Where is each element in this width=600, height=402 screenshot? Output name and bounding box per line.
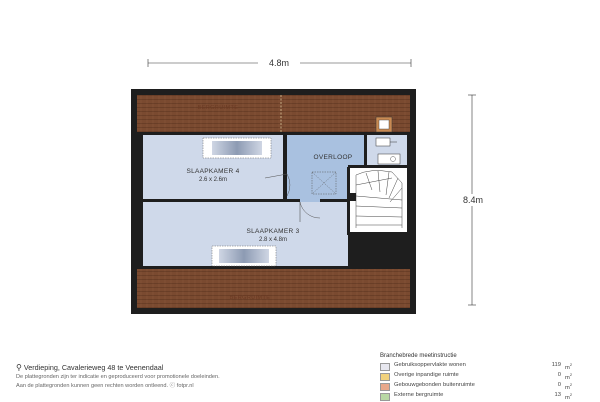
room-label: SLAAPKAMER 3 (246, 228, 300, 235)
disclaimer-line-1: De plattegronden zijn ter indicatie en geproduceerd voor promotionele doeleinden. (16, 374, 220, 380)
room-size: 2.6 x 2.6m (198, 177, 228, 183)
legend-row (380, 382, 592, 392)
legend-swatch (380, 383, 390, 391)
legend-unit: $m^2$ (565, 362, 573, 371)
legend (380, 353, 592, 402)
staircase (350, 167, 408, 234)
disclaimer-line-2-text: Aan de plattegronden kunnen geen rechten worden ontleend. (16, 383, 169, 389)
room-size: 2.8 x 4.8m (258, 237, 288, 243)
legend-label: Gebruiksoppervlakte wonen (394, 362, 466, 368)
height-dimension-label: 8.4m (462, 195, 484, 205)
width-dimension-label: 4.8m (268, 58, 290, 68)
legend-row (380, 362, 592, 372)
bergruimte-top-label: BERGRUIMTE (197, 105, 239, 111)
legend-label: Overige inpandige ruimte (394, 372, 459, 378)
legend-row (380, 372, 592, 382)
room-label: SLAAPKAMER 4 (186, 168, 240, 175)
skylight-slaapkamer-4 (203, 138, 271, 158)
legend-label: Externe bergruimte (394, 392, 444, 398)
room-label: OVERLOOP (313, 154, 353, 161)
height-dimension (460, 95, 486, 305)
legend-value: 13 (554, 392, 561, 398)
bergruimte-bottom (137, 268, 410, 308)
sink-icon (378, 154, 400, 164)
width-dimension (148, 58, 411, 68)
legend-value: 0 (557, 372, 561, 378)
legend-label: Gebouwgebonden buitenruimte (394, 382, 475, 388)
legend-unit: $m^2$ (565, 372, 573, 381)
brand-text: ⓒ fotpr.nl (169, 383, 194, 389)
legend-unit: $m^2$ (565, 392, 573, 401)
legend-value: 0 (557, 382, 561, 388)
legend-row (380, 392, 592, 402)
floorplan-title (16, 363, 163, 372)
legend-swatch (380, 373, 390, 381)
skylight-slaapkamer-3 (212, 246, 276, 266)
floorplan-title-text: Verdieping, Cavalerieweg 48 te Veenendaal (23, 363, 164, 372)
washer-icon (376, 117, 392, 132)
legend-unit: $m^2$ (565, 382, 573, 391)
location-pin-icon: ⚲ (16, 363, 22, 372)
legend-heading: Branchebrede meetinstructie (380, 353, 457, 359)
bergruimte-bottom-label: BERGRUIMTE (229, 295, 271, 301)
legend-value: 119 (551, 362, 561, 368)
disclaimer-line-2 (16, 381, 194, 389)
legend-swatch (380, 363, 390, 371)
